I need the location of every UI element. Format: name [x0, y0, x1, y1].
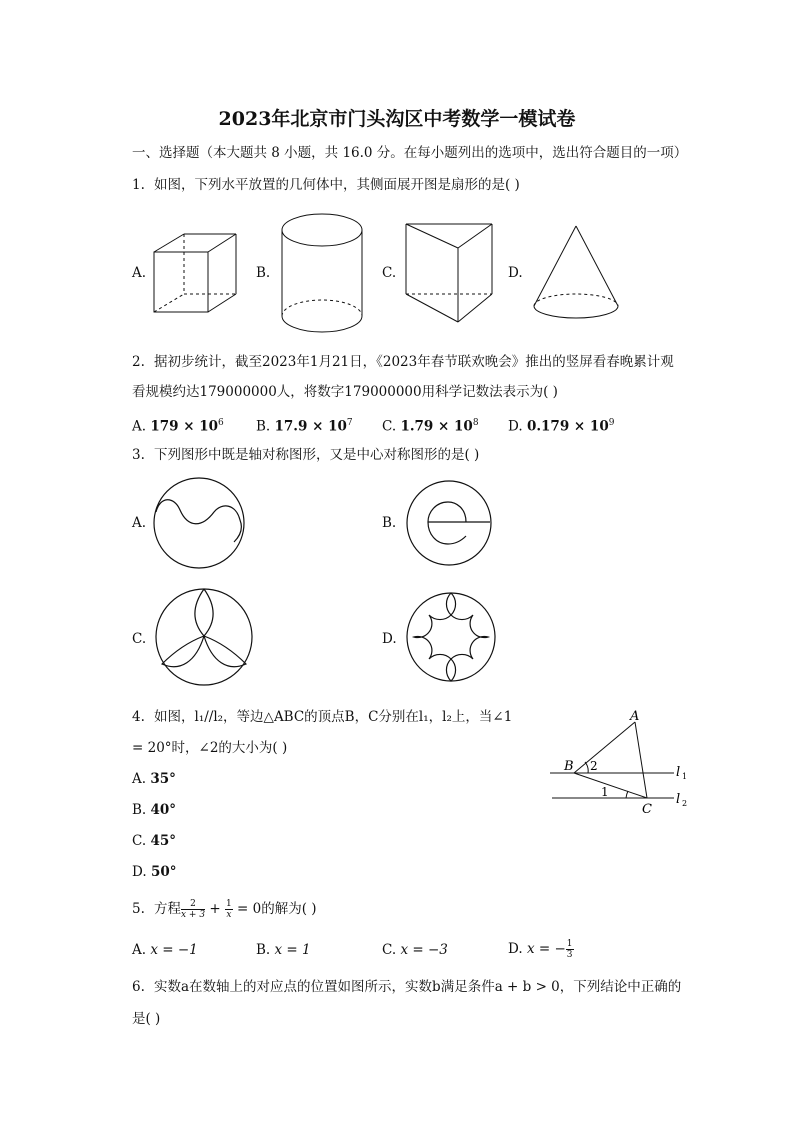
q5-option-d-label: D. — [508, 941, 523, 957]
q5-option-b — [256, 941, 311, 959]
triangular-prism-icon — [402, 218, 498, 328]
q4-option-d — [132, 863, 176, 881]
q2-option-a-mantissa: 179 × 10 — [150, 418, 219, 435]
q5-option-c-value: x = −3 — [400, 942, 448, 958]
q2-option-c-label: C. — [382, 418, 397, 435]
q2-option-c — [382, 414, 479, 436]
q4-option-a-value: 35° — [150, 771, 176, 787]
vertex-c-label: C — [642, 802, 652, 817]
question-5-number: 5. — [132, 901, 145, 917]
q4-option-a-label: A. — [132, 771, 147, 787]
q5-option-c — [382, 941, 448, 959]
q3-option-d-label: D. — [382, 631, 397, 647]
cube-icon — [150, 228, 242, 316]
q2-option-d-mantissa: 0.179 × 10 — [526, 418, 609, 435]
q2-option-d — [508, 414, 614, 436]
q5-option-b-value: x = 1 — [274, 942, 311, 958]
line-l2-label: l — [676, 792, 681, 807]
q4-option-c-value: 45° — [150, 833, 176, 849]
question-5-stem — [154, 896, 317, 922]
yin-yang-curve-icon — [152, 476, 246, 570]
vertex-a-label: A — [630, 709, 640, 724]
q5-option-d-denominator: 3 — [566, 950, 573, 960]
three-petal-circle-icon — [152, 586, 256, 688]
q4-option-b-label: B. — [132, 802, 147, 818]
q5-option-d-fraction — [566, 939, 574, 960]
q2-option-b-exponent: 7 — [346, 418, 353, 428]
q3-option-b-label: B. — [382, 515, 397, 531]
q2-option-b-label: B. — [256, 418, 271, 435]
q5-option-b-label: B. — [256, 942, 271, 958]
q5-option-a-value: x = −1 — [150, 942, 198, 958]
q2-option-b-mantissa: 17.9 × 10 — [274, 418, 347, 435]
angle-2-label: 2 — [590, 759, 598, 773]
six-arc-star-circle-icon — [404, 590, 498, 684]
q5-fraction-2-denominator: x — [226, 910, 232, 920]
q4-option-d-label: D. — [132, 864, 147, 880]
q4-option-c — [132, 832, 176, 850]
q5-fraction-1 — [181, 899, 205, 920]
q5-option-d — [508, 936, 574, 962]
q5-prefix: 方程 — [154, 901, 181, 917]
section-heading: 一、选择题（本大题共 8 小题，共 16.0 分。在每小题列出的选项中，选出符合题目的一项） — [132, 145, 688, 161]
q5-option-d-numerator: 1 — [566, 939, 573, 949]
question-6-line2: 是( ) — [132, 1011, 161, 1027]
q5-option-c-label: C. — [382, 942, 397, 958]
q1-option-b-label: B. — [256, 265, 271, 281]
q5-fraction-2 — [225, 899, 233, 920]
q5-plus: + — [205, 901, 225, 917]
q4-option-a — [132, 770, 176, 788]
q2-option-b — [256, 414, 353, 436]
q5-fraction-1-denominator: x + 3 — [181, 910, 206, 920]
q1-option-d-label: D. — [508, 265, 523, 281]
question-1-stem: 如图，下列水平放置的几何体中，其侧面展开图是扇形的是( ) — [154, 177, 520, 193]
q1-option-c-label: C. — [382, 265, 397, 281]
question-2-line1: 据初步统计，截至2023年1月21日，《2023年春节联欢晚会》推出的竖屏看春晚累计观 — [154, 354, 674, 370]
cylinder-icon — [278, 210, 368, 336]
letter-e-circle-icon — [404, 478, 494, 568]
question-3-number: 3. — [132, 447, 145, 463]
cone-icon — [530, 222, 622, 322]
q5-option-d-value: x = − — [526, 941, 566, 957]
question-4-line1: 如图，l₁//l₂，等边△ABC的顶点B，C分别在l₁，l₂上，当∠1 — [154, 709, 513, 725]
question-3-stem: 下列图形中既是轴对称图形，又是中心对称图形的是( ) — [154, 447, 480, 463]
parallel-lines-triangle-figure — [548, 704, 696, 820]
q2-option-a-label: A. — [132, 418, 147, 435]
question-6-line1: 实数a在数轴上的对应点的位置如图所示，实数b满足条件a + b > 0，下列结论中正确的 — [154, 979, 682, 995]
question-4-line2: = 20°时，∠2的大小为( ) — [132, 740, 288, 756]
q3-option-a-label: A. — [132, 515, 147, 531]
question-2-number: 2. — [132, 354, 145, 370]
q2-option-d-label: D. — [508, 418, 523, 435]
line-l2-subscript: 2 — [682, 799, 688, 808]
q4-option-d-value: 50° — [150, 864, 177, 880]
q5-option-a-label: A. — [132, 942, 147, 958]
q2-option-d-exponent: 9 — [608, 418, 615, 428]
page-title: 2023年北京市门头沟区中考数学一模试卷 — [218, 108, 576, 130]
question-2-line2: 看规模约达179000000人，将数字179000000用科学记数法表示为( ) — [132, 384, 558, 400]
line-l1-subscript: 1 — [682, 772, 688, 781]
q4-option-b — [132, 801, 176, 819]
question-4-number: 4. — [132, 709, 145, 725]
line-l1-label: l — [676, 765, 681, 780]
q5-fraction-2-numerator: 1 — [225, 899, 232, 909]
q2-option-a-exponent: 6 — [218, 418, 224, 428]
vertex-b-label: B — [564, 759, 574, 774]
q2-option-c-exponent: 8 — [472, 418, 479, 428]
question-6-number: 6. — [132, 979, 145, 995]
q2-option-a — [132, 414, 224, 436]
q4-option-c-label: C. — [132, 833, 147, 849]
q4-option-b-value: 40° — [150, 802, 177, 818]
q3-option-c-label: C. — [132, 631, 147, 647]
angle-1-label: 1 — [601, 785, 609, 799]
q2-option-c-mantissa: 1.79 × 10 — [400, 418, 473, 435]
q5-option-a — [132, 941, 198, 959]
q5-fraction-1-numerator: 2 — [181, 899, 205, 910]
question-1-number: 1. — [132, 177, 145, 193]
q5-suffix: = 0的解为( ) — [232, 901, 317, 917]
q1-option-a-label: A. — [132, 265, 147, 281]
